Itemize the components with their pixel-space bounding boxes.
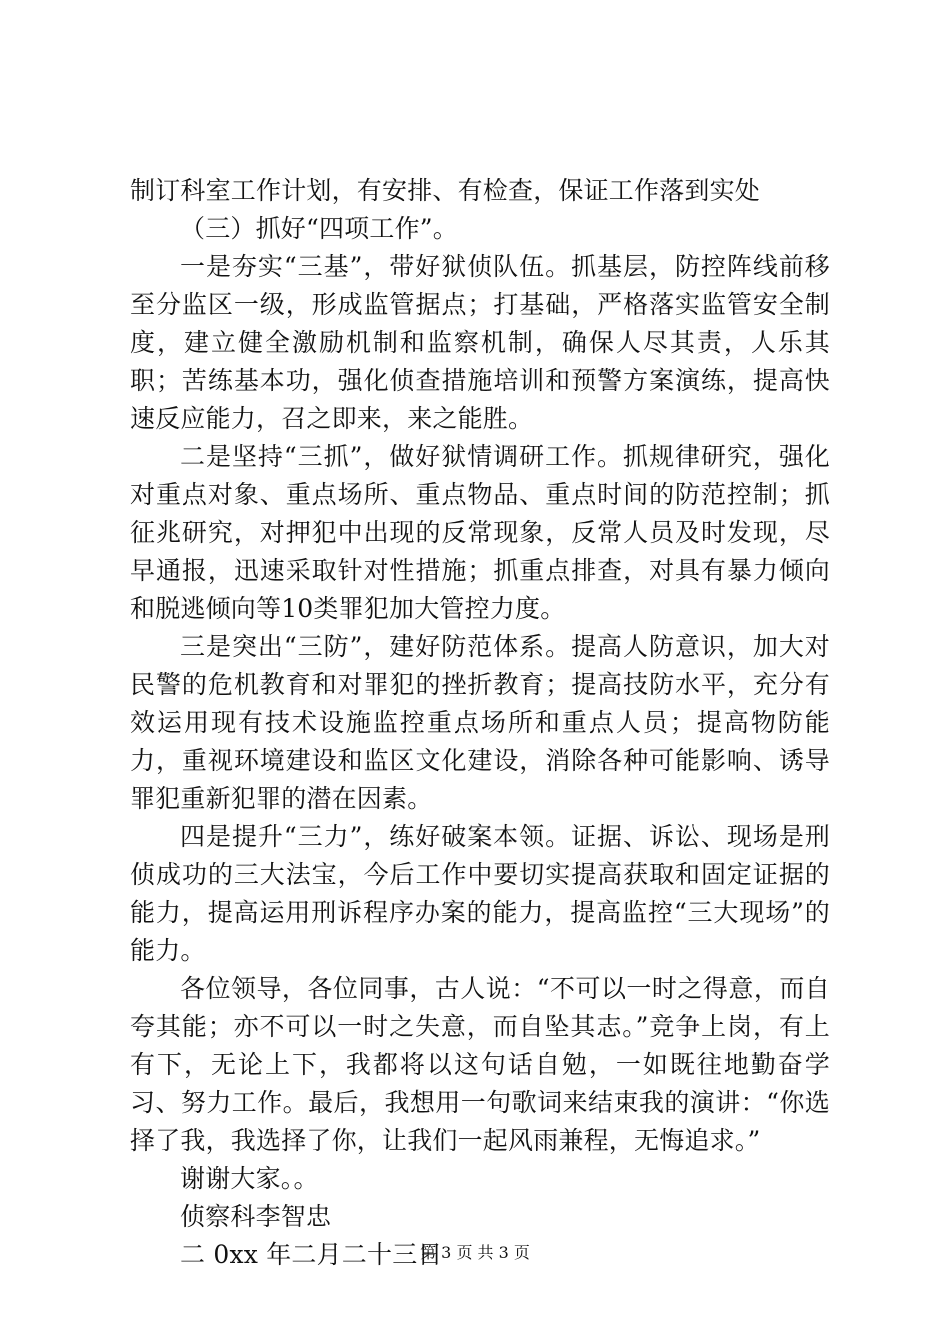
paragraph-item-4: 四是提升“三力”，练好破案本领。证据、诉讼、现场是刑侦成功的三大法宝，今后工作中要切实提高获取和固定证据的能力，提高运用刑诉程序办案的能力，提高监控“三大现场”的能力。 — [130, 822, 830, 965]
thanks-line: 谢谢大家。。 — [180, 1164, 319, 1193]
paragraph-item-1: 一是夯实“三基”，带好狱侦队伍。抓基层，防控阵线前移至分监区一级，形成监管据点；打基础，严格落实监管安全制度，建立健全激励机制和监察机制，确保人尽其责，人乐其职；苦练基本功，强化侦查措施培训和预警方案演练，提高快速反应能力，召之即来，来之能胜。 — [130, 252, 830, 433]
signature-line: 侦察科李智忠 — [180, 1202, 332, 1231]
section-heading: （三）抓好“四项工作”。 — [180, 214, 458, 243]
paragraph-closing-remarks: 各位领导，各位同事，古人说：“不可以一时之得意，而自夸其能；亦不可以一时之失意，而自坠其志。”竞争上岗，有上有下，无论上下，我都将以这句话自勉，一如既往地勤奋学习、努力工作。最后，我想用一句歌词来结束我的演讲：“你选择了我，我选择了你，让我们一起风雨兼程，无悔追求。” — [130, 974, 830, 1155]
document-body — [130, 172, 830, 1274]
date-line: 二 0xx 年二月二十三日 — [180, 1240, 443, 1269]
paragraph-item-3: 三是突出“三防”，建好防范体系。提高人防意识，加大对民警的危机教育和对罪犯的挫折教育；提高技防水平，充分有效运用现有技术设施监控重点场所和重点人员；提高物防能力，重视环境建设和监区文化建设，消除各种可能影响、诱导罪犯重新犯罪的潜在因素。 — [130, 632, 830, 813]
paragraph-continuation: 制订科室工作计划，有安排、有检查，保证工作落到实处 — [130, 176, 761, 205]
page-footer: 第 3 页 共 3 页 — [420, 1243, 530, 1262]
paragraph-item-2: 二是坚持“三抓”，做好狱情调研工作。抓规律研究，强化对重点对象、重点场所、重点物品、重点时间的防范控制；抓征兆研究，对押犯中出现的反常现象，反常人员及时发现，尽早通报，迅速采取针对性措施；抓重点排查，对具有暴力倾向和脱逃倾向等10类罪犯加大管控力度。 — [130, 442, 830, 623]
